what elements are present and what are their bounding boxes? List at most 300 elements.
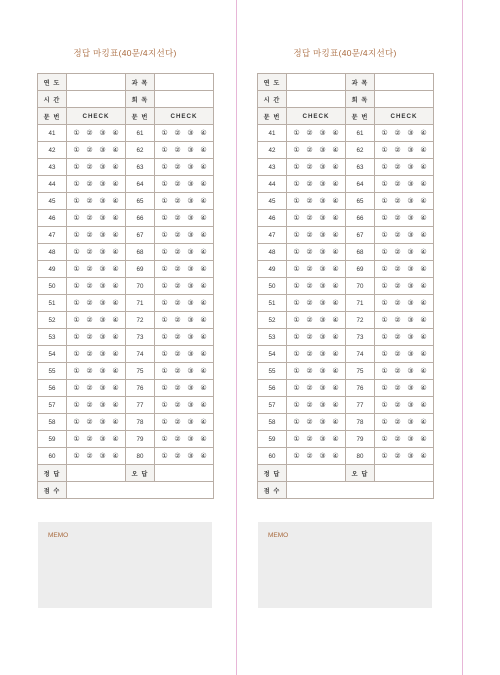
answer-bubble[interactable]: ② <box>394 215 401 222</box>
answer-bubble[interactable]: ① <box>381 419 388 426</box>
answer-bubble[interactable]: ④ <box>332 266 339 273</box>
answer-bubble[interactable]: ③ <box>407 317 414 324</box>
answer-bubble[interactable]: ② <box>86 232 93 239</box>
answer-bubble[interactable]: ③ <box>319 249 326 256</box>
answer-bubble[interactable]: ① <box>293 164 300 171</box>
answer-bubble[interactable]: ② <box>174 249 181 256</box>
answer-bubble[interactable]: ① <box>381 130 388 137</box>
answer-bubble[interactable]: ③ <box>407 385 414 392</box>
answer-bubble[interactable]: ④ <box>200 419 207 426</box>
answer-bubble[interactable]: ① <box>381 453 388 460</box>
answer-bubble[interactable]: ④ <box>332 164 339 171</box>
answer-bubble[interactable]: ① <box>293 198 300 205</box>
answer-bubble[interactable]: ④ <box>332 283 339 290</box>
answer-bubble[interactable]: ④ <box>420 368 427 375</box>
answer-bubble[interactable]: ③ <box>187 317 194 324</box>
answer-bubble[interactable]: ③ <box>187 198 194 205</box>
answer-bubble[interactable]: ④ <box>420 453 427 460</box>
answer-bubble[interactable]: ③ <box>407 198 414 205</box>
answer-bubble[interactable]: ④ <box>112 283 119 290</box>
answer-bubble[interactable]: ① <box>381 300 388 307</box>
answer-bubble[interactable]: ② <box>174 317 181 324</box>
round-field[interactable] <box>155 91 214 108</box>
answer-bubble[interactable]: ③ <box>187 266 194 273</box>
answer-bubble[interactable]: ④ <box>332 130 339 137</box>
answer-bubble[interactable]: ② <box>86 147 93 154</box>
answer-bubble[interactable]: ① <box>293 283 300 290</box>
answer-bubble[interactable]: ③ <box>319 317 326 324</box>
answer-bubble[interactable]: ① <box>73 453 80 460</box>
answer-bubble[interactable]: ① <box>293 249 300 256</box>
answer-bubble[interactable]: ① <box>73 402 80 409</box>
answer-bubble[interactable]: ① <box>293 215 300 222</box>
answer-bubble[interactable]: ① <box>73 164 80 171</box>
answer-bubble[interactable]: ① <box>161 198 168 205</box>
answer-bubble[interactable]: ④ <box>112 266 119 273</box>
answer-bubble[interactable]: ② <box>394 436 401 443</box>
answer-bubble[interactable]: ② <box>86 368 93 375</box>
answer-bubble[interactable]: ② <box>306 283 313 290</box>
answer-bubble[interactable]: ② <box>394 249 401 256</box>
answer-bubble[interactable]: ① <box>73 249 80 256</box>
answer-bubble[interactable]: ③ <box>99 317 106 324</box>
answer-bubble[interactable]: ④ <box>112 453 119 460</box>
answer-bubble[interactable]: ④ <box>332 300 339 307</box>
answer-bubble[interactable]: ② <box>86 351 93 358</box>
answer-bubble[interactable]: ② <box>394 266 401 273</box>
subject-field[interactable] <box>155 74 214 91</box>
answer-bubble[interactable]: ② <box>306 419 313 426</box>
answer-bubble[interactable]: ④ <box>420 130 427 137</box>
answer-bubble[interactable]: ④ <box>420 147 427 154</box>
answer-bubble[interactable]: ③ <box>407 419 414 426</box>
answer-bubble[interactable]: ① <box>73 147 80 154</box>
answer-bubble[interactable]: ② <box>86 317 93 324</box>
answer-bubble[interactable]: ② <box>86 181 93 188</box>
answer-bubble[interactable]: ② <box>174 266 181 273</box>
answer-bubble[interactable]: ④ <box>112 232 119 239</box>
answer-bubble[interactable]: ② <box>174 402 181 409</box>
answer-bubble[interactable]: ③ <box>99 436 106 443</box>
answer-bubble[interactable]: ③ <box>319 266 326 273</box>
answer-bubble[interactable]: ③ <box>319 181 326 188</box>
answer-bubble[interactable]: ① <box>73 215 80 222</box>
answer-bubble[interactable]: ④ <box>112 300 119 307</box>
answer-bubble[interactable]: ④ <box>200 249 207 256</box>
answer-bubble[interactable]: ① <box>73 334 80 341</box>
answer-bubble[interactable]: ③ <box>187 436 194 443</box>
answer-bubble[interactable]: ③ <box>99 419 106 426</box>
answer-bubble[interactable]: ② <box>394 232 401 239</box>
answer-bubble[interactable]: ④ <box>332 385 339 392</box>
answer-bubble[interactable]: ④ <box>420 402 427 409</box>
answer-bubble[interactable]: ③ <box>187 453 194 460</box>
answer-bubble[interactable]: ① <box>381 198 388 205</box>
answer-bubble[interactable]: ② <box>306 181 313 188</box>
answer-bubble[interactable]: ② <box>306 164 313 171</box>
answer-bubble[interactable]: ① <box>381 249 388 256</box>
answer-bubble[interactable]: ④ <box>332 249 339 256</box>
answer-bubble[interactable]: ④ <box>420 198 427 205</box>
answer-bubble[interactable]: ④ <box>200 402 207 409</box>
answer-bubble[interactable]: ① <box>293 181 300 188</box>
answer-bubble[interactable]: ④ <box>112 385 119 392</box>
answer-bubble[interactable]: ① <box>161 300 168 307</box>
answer-bubble[interactable]: ① <box>293 351 300 358</box>
answer-bubble[interactable]: ① <box>381 351 388 358</box>
answer-bubble[interactable]: ① <box>381 283 388 290</box>
answer-bubble[interactable]: ④ <box>200 198 207 205</box>
answer-bubble[interactable]: ② <box>394 130 401 137</box>
answer-bubble[interactable]: ③ <box>187 249 194 256</box>
answer-bubble[interactable]: ③ <box>187 334 194 341</box>
answer-bubble[interactable]: ① <box>293 232 300 239</box>
answer-bubble[interactable]: ② <box>394 164 401 171</box>
answer-bubble[interactable]: ① <box>161 130 168 137</box>
answer-bubble[interactable]: ① <box>73 198 80 205</box>
answer-bubble[interactable]: ② <box>86 453 93 460</box>
answer-bubble[interactable]: ③ <box>187 130 194 137</box>
answer-bubble[interactable]: ② <box>86 249 93 256</box>
answer-bubble[interactable]: ① <box>381 436 388 443</box>
answer-bubble[interactable]: ② <box>174 232 181 239</box>
answer-bubble[interactable]: ② <box>306 453 313 460</box>
answer-bubble[interactable]: ① <box>161 385 168 392</box>
correct-field[interactable] <box>287 465 346 482</box>
answer-bubble[interactable]: ② <box>394 198 401 205</box>
answer-bubble[interactable]: ③ <box>99 351 106 358</box>
answer-bubble[interactable]: ③ <box>319 232 326 239</box>
answer-bubble[interactable]: ③ <box>319 385 326 392</box>
answer-bubble[interactable]: ④ <box>332 351 339 358</box>
answer-bubble[interactable]: ④ <box>420 266 427 273</box>
answer-bubble[interactable]: ③ <box>407 181 414 188</box>
answer-bubble[interactable]: ① <box>381 385 388 392</box>
answer-bubble[interactable]: ② <box>86 164 93 171</box>
answer-bubble[interactable]: ① <box>381 317 388 324</box>
answer-bubble[interactable]: ④ <box>332 198 339 205</box>
answer-bubble[interactable]: ④ <box>200 300 207 307</box>
answer-bubble[interactable]: ② <box>306 317 313 324</box>
answer-bubble[interactable]: ② <box>306 232 313 239</box>
answer-bubble[interactable]: ① <box>73 385 80 392</box>
answer-bubble[interactable]: ④ <box>420 385 427 392</box>
answer-bubble[interactable]: ③ <box>319 419 326 426</box>
answer-bubble[interactable]: ③ <box>99 232 106 239</box>
answer-bubble[interactable]: ② <box>86 283 93 290</box>
answer-bubble[interactable]: ② <box>306 351 313 358</box>
answer-bubble[interactable]: ① <box>293 300 300 307</box>
answer-bubble[interactable]: ③ <box>99 385 106 392</box>
answer-bubble[interactable]: ② <box>306 198 313 205</box>
answer-bubble[interactable]: ③ <box>99 300 106 307</box>
answer-bubble[interactable]: ② <box>306 147 313 154</box>
answer-bubble[interactable]: ④ <box>420 283 427 290</box>
round-field[interactable] <box>375 91 434 108</box>
answer-bubble[interactable]: ③ <box>319 453 326 460</box>
answer-bubble[interactable]: ④ <box>200 147 207 154</box>
subject-field[interactable] <box>375 74 434 91</box>
answer-bubble[interactable]: ③ <box>319 198 326 205</box>
answer-bubble[interactable]: ③ <box>407 368 414 375</box>
answer-bubble[interactable]: ④ <box>200 453 207 460</box>
answer-bubble[interactable]: ③ <box>99 402 106 409</box>
answer-bubble[interactable]: ③ <box>187 368 194 375</box>
answer-bubble[interactable]: ② <box>174 181 181 188</box>
answer-bubble[interactable]: ④ <box>420 249 427 256</box>
answer-bubble[interactable]: ④ <box>332 368 339 375</box>
answer-bubble[interactable]: ③ <box>407 164 414 171</box>
answer-bubble[interactable]: ③ <box>99 181 106 188</box>
answer-bubble[interactable]: ④ <box>200 130 207 137</box>
answer-bubble[interactable]: ② <box>86 419 93 426</box>
answer-bubble[interactable]: ③ <box>319 351 326 358</box>
wrong-field[interactable] <box>155 465 214 482</box>
answer-bubble[interactable]: ① <box>73 300 80 307</box>
answer-bubble[interactable]: ③ <box>407 147 414 154</box>
answer-bubble[interactable]: ① <box>381 181 388 188</box>
answer-bubble[interactable]: ④ <box>332 334 339 341</box>
answer-bubble[interactable]: ② <box>394 368 401 375</box>
answer-bubble[interactable]: ③ <box>99 130 106 137</box>
answer-bubble[interactable]: ③ <box>187 181 194 188</box>
answer-bubble[interactable]: ② <box>394 453 401 460</box>
answer-bubble[interactable]: ④ <box>200 385 207 392</box>
answer-bubble[interactable]: ③ <box>187 402 194 409</box>
answer-bubble[interactable]: ② <box>306 130 313 137</box>
answer-bubble[interactable]: ④ <box>112 402 119 409</box>
answer-bubble[interactable]: ④ <box>200 317 207 324</box>
answer-bubble[interactable]: ① <box>161 317 168 324</box>
answer-bubble[interactable]: ④ <box>112 181 119 188</box>
answer-bubble[interactable]: ③ <box>99 334 106 341</box>
answer-bubble[interactable]: ③ <box>407 300 414 307</box>
answer-bubble[interactable]: ④ <box>112 317 119 324</box>
answer-bubble[interactable]: ④ <box>420 351 427 358</box>
answer-bubble[interactable]: ② <box>394 317 401 324</box>
answer-bubble[interactable]: ④ <box>112 249 119 256</box>
correct-field[interactable] <box>67 465 126 482</box>
answer-bubble[interactable]: ③ <box>407 334 414 341</box>
answer-bubble[interactable]: ④ <box>332 436 339 443</box>
answer-bubble[interactable]: ① <box>293 130 300 137</box>
answer-bubble[interactable]: ④ <box>332 215 339 222</box>
time-field[interactable] <box>67 91 126 108</box>
score-field[interactable] <box>287 482 434 499</box>
answer-bubble[interactable]: ① <box>293 402 300 409</box>
answer-bubble[interactable]: ① <box>293 385 300 392</box>
answer-bubble[interactable]: ③ <box>319 368 326 375</box>
answer-bubble[interactable]: ② <box>306 215 313 222</box>
answer-bubble[interactable]: ① <box>293 334 300 341</box>
answer-bubble[interactable]: ② <box>306 300 313 307</box>
answer-bubble[interactable]: ③ <box>407 283 414 290</box>
answer-bubble[interactable]: ② <box>174 334 181 341</box>
answer-bubble[interactable]: ② <box>174 300 181 307</box>
answer-bubble[interactable]: ③ <box>187 164 194 171</box>
answer-bubble[interactable]: ② <box>394 419 401 426</box>
answer-bubble[interactable]: ③ <box>407 266 414 273</box>
answer-bubble[interactable]: ② <box>174 351 181 358</box>
answer-bubble[interactable]: ④ <box>200 334 207 341</box>
answer-bubble[interactable]: ② <box>394 283 401 290</box>
answer-bubble[interactable]: ① <box>381 147 388 154</box>
answer-bubble[interactable]: ③ <box>99 164 106 171</box>
answer-bubble[interactable]: ② <box>306 249 313 256</box>
answer-bubble[interactable]: ③ <box>319 436 326 443</box>
answer-bubble[interactable]: ① <box>73 266 80 273</box>
answer-bubble[interactable]: ③ <box>99 453 106 460</box>
answer-bubble[interactable]: ④ <box>332 453 339 460</box>
answer-bubble[interactable]: ① <box>161 266 168 273</box>
answer-bubble[interactable]: ④ <box>420 334 427 341</box>
answer-bubble[interactable]: ④ <box>420 181 427 188</box>
time-field[interactable] <box>287 91 346 108</box>
answer-bubble[interactable]: ③ <box>99 283 106 290</box>
answer-bubble[interactable]: ④ <box>200 232 207 239</box>
answer-bubble[interactable]: ② <box>86 130 93 137</box>
answer-bubble[interactable]: ④ <box>420 419 427 426</box>
answer-bubble[interactable]: ③ <box>407 351 414 358</box>
answer-bubble[interactable]: ① <box>381 334 388 341</box>
answer-bubble[interactable]: ③ <box>99 198 106 205</box>
answer-bubble[interactable]: ④ <box>112 436 119 443</box>
answer-bubble[interactable]: ④ <box>420 164 427 171</box>
answer-bubble[interactable]: ③ <box>187 147 194 154</box>
answer-bubble[interactable]: ① <box>73 436 80 443</box>
answer-bubble[interactable]: ④ <box>332 317 339 324</box>
answer-bubble[interactable]: ③ <box>187 351 194 358</box>
answer-bubble[interactable]: ③ <box>319 147 326 154</box>
answer-bubble[interactable]: ④ <box>112 164 119 171</box>
answer-bubble[interactable]: ② <box>174 283 181 290</box>
answer-bubble[interactable]: ② <box>86 385 93 392</box>
answer-bubble[interactable]: ③ <box>407 402 414 409</box>
answer-bubble[interactable]: ① <box>73 130 80 137</box>
answer-bubble[interactable]: ④ <box>420 300 427 307</box>
answer-bubble[interactable]: ② <box>394 334 401 341</box>
answer-bubble[interactable]: ② <box>394 181 401 188</box>
answer-bubble[interactable]: ② <box>86 334 93 341</box>
answer-bubble[interactable]: ② <box>306 385 313 392</box>
answer-bubble[interactable]: ④ <box>420 317 427 324</box>
answer-bubble[interactable]: ④ <box>112 147 119 154</box>
answer-bubble[interactable]: ③ <box>99 266 106 273</box>
answer-bubble[interactable]: ③ <box>319 215 326 222</box>
answer-bubble[interactable]: ③ <box>187 283 194 290</box>
answer-bubble[interactable]: ① <box>73 181 80 188</box>
answer-bubble[interactable]: ③ <box>407 453 414 460</box>
answer-bubble[interactable]: ② <box>86 215 93 222</box>
answer-bubble[interactable]: ① <box>293 368 300 375</box>
answer-bubble[interactable]: ③ <box>187 419 194 426</box>
answer-bubble[interactable]: ① <box>161 181 168 188</box>
answer-bubble[interactable]: ② <box>394 351 401 358</box>
year-field[interactable] <box>67 74 126 91</box>
answer-bubble[interactable]: ④ <box>332 402 339 409</box>
answer-bubble[interactable]: ① <box>73 317 80 324</box>
answer-bubble[interactable]: ① <box>293 453 300 460</box>
answer-bubble[interactable]: ② <box>86 436 93 443</box>
answer-bubble[interactable]: ② <box>306 436 313 443</box>
answer-bubble[interactable]: ③ <box>99 147 106 154</box>
answer-bubble[interactable]: ③ <box>187 385 194 392</box>
answer-bubble[interactable]: ② <box>86 402 93 409</box>
answer-bubble[interactable]: ④ <box>332 181 339 188</box>
answer-bubble[interactable]: ① <box>161 419 168 426</box>
answer-bubble[interactable]: ① <box>293 317 300 324</box>
answer-bubble[interactable]: ③ <box>319 334 326 341</box>
answer-bubble[interactable]: ③ <box>99 368 106 375</box>
answer-bubble[interactable]: ① <box>161 351 168 358</box>
answer-bubble[interactable]: ③ <box>407 436 414 443</box>
answer-bubble[interactable]: ④ <box>200 164 207 171</box>
answer-bubble[interactable]: ② <box>174 164 181 171</box>
answer-bubble[interactable]: ③ <box>319 300 326 307</box>
answer-bubble[interactable]: ④ <box>112 368 119 375</box>
answer-bubble[interactable]: ① <box>161 147 168 154</box>
wrong-field[interactable] <box>375 465 434 482</box>
answer-bubble[interactable]: ② <box>174 368 181 375</box>
answer-bubble[interactable]: ① <box>381 368 388 375</box>
answer-bubble[interactable]: ④ <box>332 419 339 426</box>
answer-bubble[interactable]: ④ <box>112 351 119 358</box>
answer-bubble[interactable]: ① <box>381 232 388 239</box>
memo-box-right[interactable] <box>258 522 432 608</box>
answer-bubble[interactable]: ② <box>86 198 93 205</box>
answer-bubble[interactable]: ① <box>381 402 388 409</box>
answer-bubble[interactable]: ④ <box>200 181 207 188</box>
answer-bubble[interactable]: ① <box>381 164 388 171</box>
answer-bubble[interactable]: ④ <box>420 215 427 222</box>
answer-bubble[interactable]: ② <box>394 300 401 307</box>
answer-bubble[interactable]: ① <box>381 266 388 273</box>
answer-bubble[interactable]: ③ <box>99 249 106 256</box>
memo-box-left[interactable] <box>38 522 212 608</box>
year-field[interactable] <box>287 74 346 91</box>
answer-bubble[interactable]: ③ <box>407 215 414 222</box>
answer-bubble[interactable]: ② <box>394 385 401 392</box>
answer-bubble[interactable]: ① <box>293 266 300 273</box>
answer-bubble[interactable]: ④ <box>112 198 119 205</box>
answer-bubble[interactable]: ① <box>293 419 300 426</box>
answer-bubble[interactable]: ④ <box>332 147 339 154</box>
answer-bubble[interactable]: ① <box>73 419 80 426</box>
answer-bubble[interactable]: ① <box>161 232 168 239</box>
answer-bubble[interactable]: ② <box>174 198 181 205</box>
answer-bubble[interactable]: ③ <box>319 164 326 171</box>
answer-bubble[interactable]: ③ <box>319 402 326 409</box>
answer-bubble[interactable]: ① <box>73 368 80 375</box>
answer-bubble[interactable]: ② <box>394 402 401 409</box>
answer-bubble[interactable]: ③ <box>187 232 194 239</box>
answer-bubble[interactable]: ④ <box>420 436 427 443</box>
answer-bubble[interactable]: ④ <box>200 351 207 358</box>
answer-bubble[interactable]: ③ <box>407 249 414 256</box>
answer-bubble[interactable]: ③ <box>187 300 194 307</box>
answer-bubble[interactable]: ② <box>306 266 313 273</box>
answer-bubble[interactable]: ① <box>293 436 300 443</box>
answer-bubble[interactable]: ① <box>161 368 168 375</box>
answer-bubble[interactable]: ④ <box>112 419 119 426</box>
answer-bubble[interactable]: ③ <box>319 283 326 290</box>
answer-bubble[interactable]: ① <box>161 334 168 341</box>
answer-bubble[interactable]: ④ <box>200 215 207 222</box>
answer-bubble[interactable]: ① <box>161 215 168 222</box>
answer-bubble[interactable]: ① <box>161 283 168 290</box>
answer-bubble[interactable]: ④ <box>332 232 339 239</box>
answer-bubble[interactable]: ③ <box>187 215 194 222</box>
